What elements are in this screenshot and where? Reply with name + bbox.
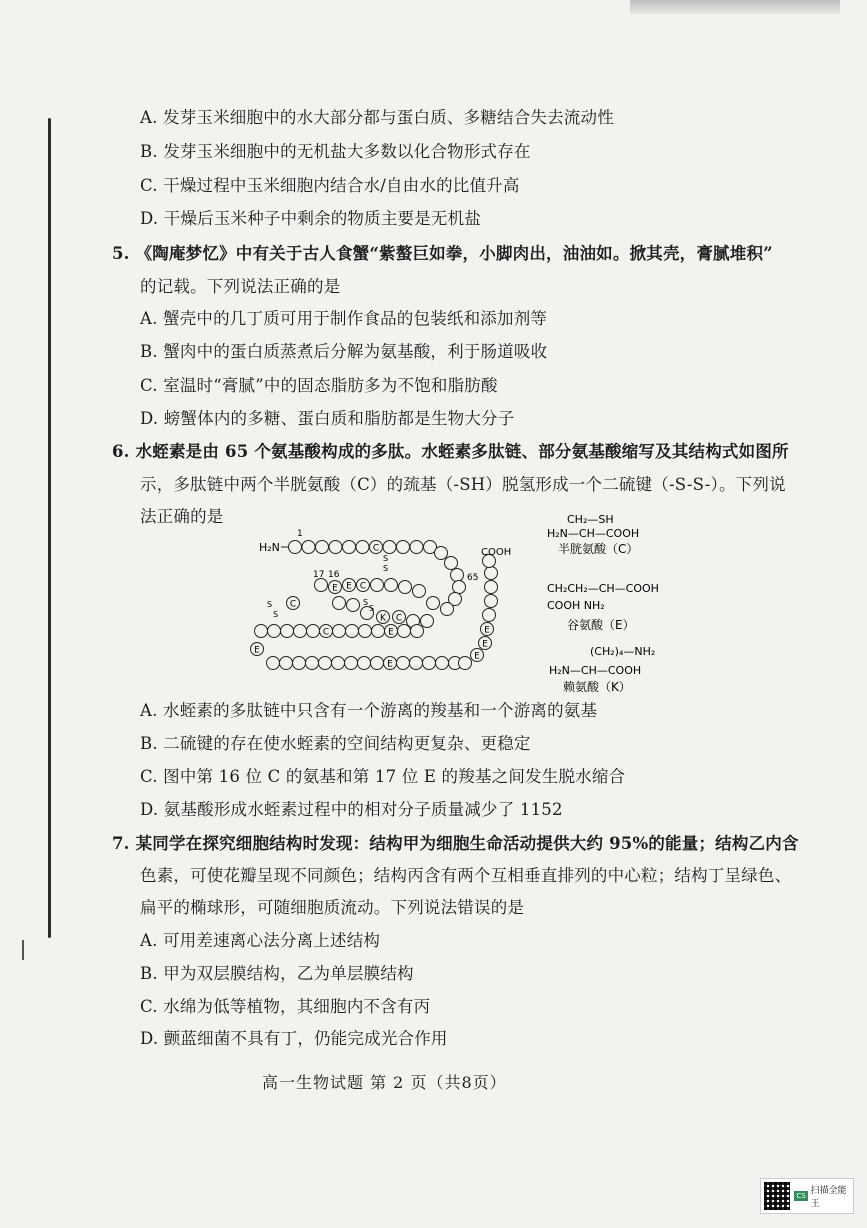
amino-acid-bead bbox=[343, 541, 356, 554]
q6-stem-line1: 6. 水蛭素是由 65 个氨基酸构成的多肽。水蛭素多肽链、部分氨基酸缩写及其结构式如图所 bbox=[112, 442, 789, 461]
q7-stem-line2: 色素，可使花瓣呈现不同颜色；结构丙含有两个互相垂直排列的中心粒；结构丁呈绿色、 bbox=[140, 866, 792, 885]
disulfide-s-3: S bbox=[363, 598, 369, 607]
amino-acid-bead bbox=[485, 595, 498, 608]
qr-code-icon bbox=[764, 1182, 790, 1210]
residue-label: C bbox=[289, 599, 297, 610]
amino-acid-bead bbox=[268, 625, 281, 638]
q5-stem-line1: 5. 《陶庵梦忆》中有关于古人食蟹“紫螯巨如拳，小脚肉出，油油如。掀其壳，膏腻堆积” bbox=[112, 244, 773, 263]
amino-acid-bead bbox=[307, 625, 320, 638]
amino-acid-bead bbox=[410, 541, 423, 554]
q6-option-a: A. 水蛭素的多肽链中只含有一个游离的羧基和一个游离的氨基 bbox=[140, 701, 598, 720]
margin-tick bbox=[22, 940, 24, 960]
amino-acid-bead bbox=[485, 581, 498, 594]
amino-acid-bead bbox=[316, 541, 329, 554]
scan-smudge bbox=[630, 0, 840, 14]
amino-acid-bead bbox=[356, 541, 369, 554]
amino-acid-bead bbox=[347, 599, 360, 612]
amino-acid-bead bbox=[371, 657, 384, 670]
q7-option-c: C. 水绵为低等植物，其细胞内不含有丙 bbox=[140, 997, 431, 1016]
amino-acid-bead bbox=[413, 585, 426, 598]
amino-acid-bead bbox=[294, 625, 307, 638]
watermark-text: 扫描全能王 bbox=[810, 1186, 847, 1209]
residue-label: E bbox=[387, 659, 393, 670]
q4-option-a: A. 发芽玉米细胞中的水大部分都与蛋白质、多糖结合失去流动性 bbox=[140, 108, 614, 127]
amino-acid-bead bbox=[423, 657, 436, 670]
amino-acid-bead bbox=[441, 603, 454, 616]
position-16-label: 16 bbox=[328, 570, 340, 580]
cys-name: 半胱氨酸（C） bbox=[558, 542, 639, 556]
amino-acid-bead bbox=[397, 541, 410, 554]
q6-option-d: D. 氨基酸形成水蛭素过程中的相对分子质量减少了 1152 bbox=[140, 800, 563, 819]
q5-option-b: B. 蟹肉中的蛋白质蒸煮后分解为氨基酸，利于肠道吸收 bbox=[140, 342, 548, 361]
residue-label: E bbox=[346, 581, 352, 592]
amino-acid-bead bbox=[372, 625, 385, 638]
disulfide-s-4: S bbox=[369, 604, 375, 613]
q6-stem-line3: 法正确的是 bbox=[140, 507, 224, 526]
glu-formula-1: CH₂CH₂—CH—COOH bbox=[547, 582, 659, 595]
amino-acid-bead bbox=[459, 657, 472, 670]
amino-acid-bead bbox=[427, 597, 440, 610]
q4-option-c: C. 干燥过程中玉米细胞内结合水/自由水的比值升高 bbox=[140, 176, 520, 195]
amino-acid-bead bbox=[397, 657, 410, 670]
amino-acid-bead bbox=[302, 541, 315, 554]
amino-acid-bead bbox=[329, 541, 342, 554]
q5-option-a: A. 蟹壳中的几丁质可用于制作食品的包装纸和添加剂等 bbox=[140, 309, 548, 328]
margin-line bbox=[48, 118, 51, 938]
residue-label: E bbox=[254, 645, 260, 656]
hirudin-diagram bbox=[254, 513, 755, 715]
position-17-label: 17 bbox=[313, 570, 325, 580]
amino-acid-bead bbox=[435, 547, 448, 560]
amino-acid-bead bbox=[319, 657, 332, 670]
residue-label: E bbox=[474, 651, 480, 662]
amino-acid-bead bbox=[315, 579, 328, 592]
q4-option-d: D. 干燥后玉米种子中剩余的物质主要是无机盐 bbox=[140, 209, 482, 228]
residue-label: E bbox=[332, 583, 338, 594]
q6-option-c: C. 图中第 16 位 C 的氨基和第 17 位 E 的羧基之间发生脱水缩合 bbox=[140, 767, 626, 786]
residue-label: E bbox=[484, 625, 490, 636]
position-1-label: 1 bbox=[297, 529, 303, 539]
amino-acid-bead bbox=[445, 557, 458, 570]
lys-name: 赖氨酸（K） bbox=[563, 680, 631, 694]
q7-option-d: D. 颤蓝细菌不具有丁，仍能完成光合作用 bbox=[140, 1029, 448, 1048]
amino-acid-bead bbox=[385, 579, 398, 592]
q5-option-d: D. 螃蟹体内的多糖、蛋白质和脂肪都是生物大分子 bbox=[140, 409, 515, 428]
disulfide-s-6: S bbox=[273, 610, 279, 619]
cys-formula-1: CH₂—SH bbox=[567, 513, 614, 526]
amino-acid-bead bbox=[371, 579, 384, 592]
amino-acid-bead bbox=[485, 567, 498, 580]
residue-label: E bbox=[388, 627, 394, 638]
q5-stem-line2: 的记载。下列说法正确的是 bbox=[140, 277, 341, 296]
residue-label: E bbox=[482, 639, 488, 650]
amino-acid-bead bbox=[451, 569, 464, 582]
cys-formula-2: H₂N—CH—COOH bbox=[547, 527, 640, 540]
amino-acid-bead bbox=[333, 625, 346, 638]
disulfide-s-5: S bbox=[267, 600, 273, 609]
position-65-label: 65 bbox=[467, 573, 479, 583]
scanner-watermark bbox=[760, 1178, 854, 1214]
amino-acid-bead bbox=[345, 657, 358, 670]
residue-label: C bbox=[359, 581, 367, 592]
glu-name: 谷氨酸（E） bbox=[567, 618, 635, 632]
amino-acid-bead bbox=[453, 581, 466, 594]
amino-acid-bead bbox=[346, 625, 359, 638]
amino-acid-bead bbox=[306, 657, 319, 670]
amino-acid-bead bbox=[436, 657, 449, 670]
amino-acid-bead bbox=[411, 625, 424, 638]
amino-acid-bead bbox=[293, 657, 306, 670]
residue-label: C bbox=[322, 627, 330, 638]
amino-acid-bead bbox=[267, 657, 280, 670]
amino-acid-bead bbox=[359, 625, 372, 638]
residue-label: C bbox=[372, 543, 380, 554]
q5-option-c: C. 室温时“膏腻”中的固态脂肪多为不饱和脂肪酸 bbox=[140, 376, 498, 395]
n-terminus-label: H₂N bbox=[259, 541, 280, 554]
residue-label: C bbox=[395, 613, 403, 624]
page-footer: 高一生物试题 第 2 页（共8页） bbox=[262, 1073, 507, 1092]
camscanner-logo-icon: CS bbox=[796, 1192, 806, 1200]
amino-acid-bead bbox=[421, 615, 434, 628]
amino-acid-bead bbox=[289, 541, 302, 554]
amino-acid-bead bbox=[399, 581, 412, 594]
q7-stem-line3: 扁平的椭球形，可随细胞质流动。下列说法错误的是 bbox=[140, 898, 525, 917]
q6-option-b: B. 二硫键的存在使水蛭素的空间结构更复杂、更稳定 bbox=[140, 734, 531, 753]
amino-acid-bead bbox=[281, 625, 294, 638]
amino-acid-bead bbox=[333, 597, 346, 610]
q7-option-a: A. 可用差速离心法分离上述结构 bbox=[140, 931, 381, 950]
residue-label: K bbox=[380, 613, 386, 624]
q4-option-b: B. 发芽玉米细胞中的无机盐大多数以化合物形式存在 bbox=[140, 142, 531, 161]
amino-acid-bead bbox=[358, 657, 371, 670]
amino-acid-bead bbox=[410, 657, 423, 670]
amino-acid-bead bbox=[383, 541, 396, 554]
q6-stem-line2: 示，多肽链中两个半胱氨酸（C）的巯基（-SH）脱氢形成一个二硫键（-S-S-）。下列说 bbox=[140, 475, 786, 494]
c-terminus-label: COOH bbox=[481, 547, 512, 558]
amino-acid-bead bbox=[398, 625, 411, 638]
amino-acid-bead bbox=[280, 657, 293, 670]
lys-formula-1: (CH₂)₄—NH₂ bbox=[590, 645, 656, 658]
amino-acid-bead bbox=[332, 657, 345, 670]
amino-acid-bead bbox=[483, 609, 496, 622]
q7-option-b: B. 甲为双层膜结构，乙为单层膜结构 bbox=[140, 964, 414, 983]
disulfide-s-1: S bbox=[383, 554, 389, 563]
lys-formula-2: H₂N—CH—COOH bbox=[549, 664, 642, 677]
amino-acid-bead bbox=[255, 625, 268, 638]
glu-formula-2: COOH NH₂ bbox=[547, 599, 605, 612]
disulfide-s-2: S bbox=[383, 564, 389, 573]
q7-stem-line1: 7. 某同学在探究细胞结构时发现：结构甲为细胞生命活动提供大约 95%的能量；结构乙内含 bbox=[112, 834, 799, 853]
